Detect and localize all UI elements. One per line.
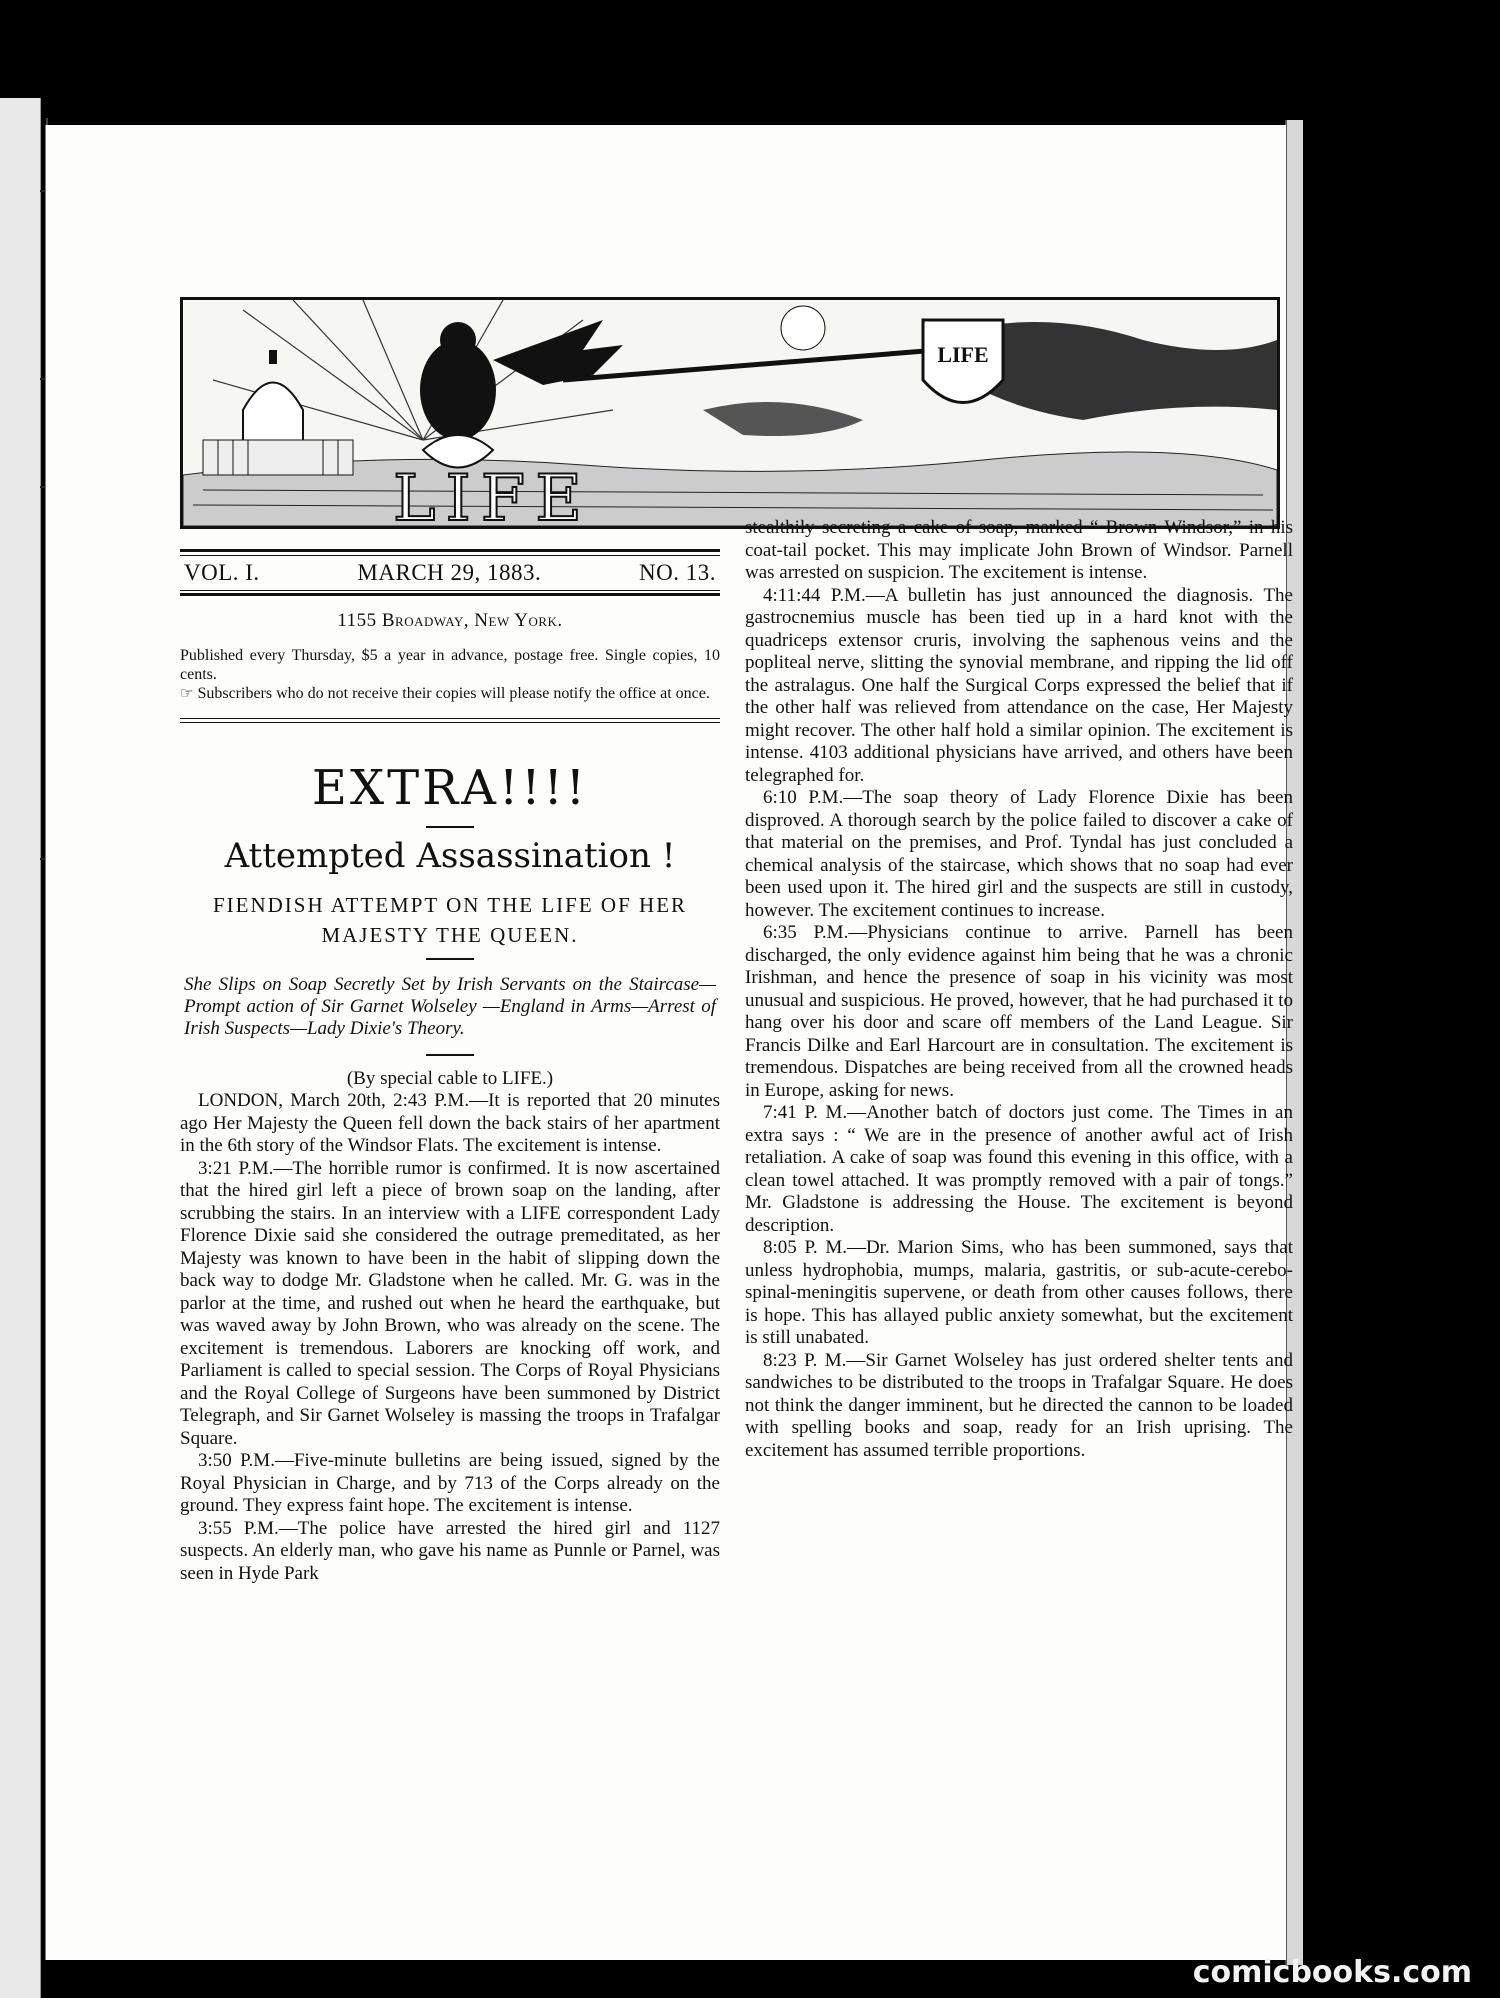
rule	[180, 722, 720, 723]
site-watermark: comicbooks.com	[1192, 1955, 1472, 1990]
paragraph: 7:41 P. M.—Another batch of doctors just come. The Times in an extra says : “ We are in the presence of another awful act of Irish retaliation. A cake of soap was found this evening in this office, with a clean towel attached. It was promptly removed with a pair of tongs.” Mr. Gladstone is addressing the House. The excitement is beyond description.	[745, 1102, 1293, 1236]
main-headline: Attempted Assassination !	[224, 836, 676, 876]
facing-page-edge	[0, 98, 41, 1998]
rule	[426, 1054, 474, 1056]
paragraph: 8:05 P. M.—Dr. Marion Sims, who has been summoned, says that unless hydrophobia, mumps, malaria, gastritis, or sub-acute-cerebo-spinal-meningitis supervene, or death from other causes follows, there is hope. This has allayed public anxiety somewhat, but the excitement is still unabated.	[745, 1237, 1293, 1348]
article-body-left	[180, 1090, 720, 1585]
byline: (By special cable to LIFE.)	[346, 1068, 554, 1089]
rule	[426, 958, 474, 960]
publishing-info	[180, 646, 720, 704]
masthead-illustration	[180, 297, 1280, 529]
article-body-right	[745, 517, 1293, 1462]
rule	[426, 826, 474, 828]
issue-line	[180, 556, 720, 588]
paragraph: 4:11:44 P.M.—A bulletin has just announced the diagnosis. The gastrocnemius muscle has been tied up in a hard knot with the quadriceps extensor cruris, involving the saphenous veins and the popliteal nerve, slitting the synovial membrane, and ripping the lid off the astralagus. One half the Surgical Corps expressed the belief that if the other half was relieved from attendance on the case, Her Majesty might recover. The other half hold a similar opinion. The excitement is intense. 4103 additional physicians have arrived, and others have been telegraphed for.	[745, 584, 1293, 786]
paragraph: 6:35 P.M.—Physicians continue to arrive. Parnell has been discharged, the only evidence against him being that he was a chronic Irishman, and hence the presence of soap in his vicinity was most unusual and suspicious. He proved, however, that he had purchased it to hang over his door and scare off members of the Land League. Sir Francis Dilke and Earl Harcourt are in consultation. The excitement is tremendous. Dispatches are being received from all the crowned heads in Europe, asking for news.	[745, 922, 1293, 1101]
masthead	[180, 523, 720, 723]
rule	[180, 718, 720, 719]
headline-deck: She Slips on Soap Secretly Set by Irish Servants on the Staircase—Prompt action of Sir Garnet Wolseley —England in Arms—Arrest of Irish Suspects—Lady Dixie's Theory.	[184, 974, 716, 1039]
office-address: 1155 Broadway, New York.	[337, 610, 563, 631]
paragraph: 8:23 P. M.—Sir Garnet Wolseley has just ordered shelter tents and sandwiches to be distributed to the troops in Trafalgar Square. He does not think the danger imminent, but he directed the cannon to be loaded with spelling books and soap, ready for an Irish uprising. The excitement has assumed terrible proportions.	[745, 1349, 1293, 1461]
subscription-terms: Published every Thursday, $5 a year in advance, postage free. Single copies, 10 cents.	[180, 647, 720, 683]
paragraph: LONDON, March 20th, 2:43 P.M.—It is reported that 20 minutes ago Her Majesty the Queen fell down the back stairs of her apartment in the 6th story of the Windsor Flats. The excitement is intense.	[180, 1090, 720, 1156]
illustration-drawing	[183, 300, 1277, 526]
issue-number: NO. 13.	[639, 560, 716, 585]
issue-date: MARCH 29, 1883.	[357, 560, 542, 585]
extra-headline: EXTRA!!!!	[311, 760, 589, 816]
title-lettering: LIFE	[393, 462, 592, 526]
rule	[180, 590, 720, 591]
volume: VOL. I.	[184, 560, 260, 585]
left-column	[180, 760, 720, 1585]
shield-lettering: LIFE	[937, 342, 989, 367]
paragraph: 3:50 P.M.—Five-minute bulletins are being issued, signed by the Royal Physician in Charge, and by 713 of the Corps already on the ground. They express faint hope. The excitement is intense.	[180, 1450, 720, 1516]
paragraph: 6:10 P.M.—The soap theory of Lady Florence Dixie has been disproved. A thorough search by the police failed to discover a cake of that material on the premises, and Prof. Tyndal has just concluded a chemical analysis of the staircase, which shows that no soap had ever been used upon it. The hired girl and the suspects are still in custody, however. The excitement continues to increase.	[745, 787, 1293, 921]
rule	[180, 549, 720, 552]
sub-headline: FIENDISH ATTEMPT ON THE LIFE OF HER MAJESTY THE QUEEN.	[212, 893, 688, 947]
rule	[180, 593, 720, 596]
right-column	[745, 517, 1293, 1462]
paragraph: 3:55 P.M.—The police have arrested the hired girl and 1127 suspects. An elderly man, who gave his name as Punnle or Parnel, was seen in Hyde Park	[180, 1517, 720, 1584]
pointing-hand-icon: ☞	[180, 686, 194, 702]
subscriber-note: ☞ Subscribers who do not receive their copies will please notify the office at once.	[180, 685, 710, 702]
paragraph: stealthily secreting a cake of soap, marked “ Brown Windsor,” in his coat-tail pocket. This may implicate John Brown of Windsor. Parnell was arrested on suspicion. The excitement is intense.	[745, 517, 1293, 583]
paragraph: 3:21 P.M.—The horrible rumor is confirmed. It is now ascertained that the hired girl left a piece of brown soap on the landing, after scrubbing the stairs. In an interview with a LIFE correspondent Lady Florence Dixie said she considered the outrage premeditated, as her Majesty was known to have been in the habit of slipping down the back way to dodge Mr. Gladstone when he called. Mr. G. was in the parlor at the time, and rushed out when he heard the earthquake, but was waved away by John Brown, who was already on the scene. The excitement is tremendous. Laborers are knocking off work, and Parliament is called to special session. The Corps of Royal Physicians and the Royal College of Surgeons have been summoned by District Telegraph, and Sir Garnet Wolseley is massing the troops in Trafalgar Square.	[180, 1157, 720, 1449]
